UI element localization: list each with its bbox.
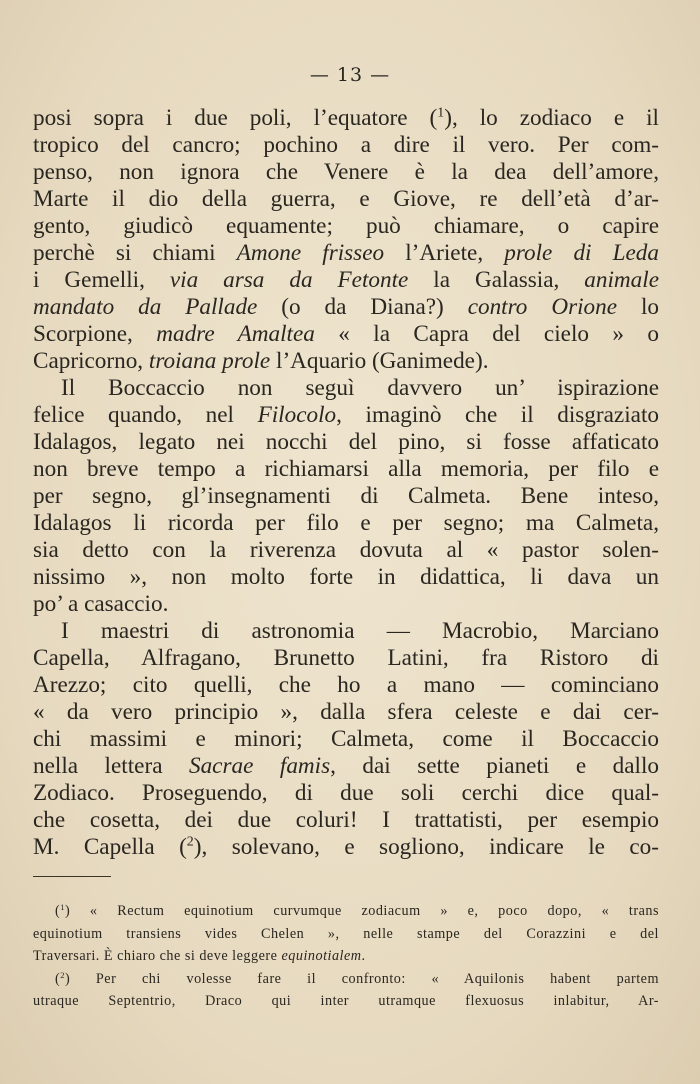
text-line: Zodiaco. Proseguendo, di due soli cerchi dice qual-: [33, 780, 659, 806]
footnote-line: equinotium transiens vides Chelen », nelle stampe del Corazzini e del: [33, 925, 659, 942]
text-line: felice quando, nel Filocolo, imaginò che il disgraziato: [33, 402, 659, 428]
text-line: I maestri di astronomia — Macrobio, Marciano: [61, 618, 659, 644]
footnote-line: utraque Septentrio, Draco qui inter utramque flexuosus inlabitur, Ar-: [33, 993, 659, 1009]
text-line: sia detto con la riverenza dovuta al « pastor solen-: [33, 537, 659, 563]
text-line: tropico del cancro; pochino a dire il vero. Per com-: [33, 132, 659, 158]
text-line: Capella, Alfragano, Brunetto Latini, fra Ristoro di: [33, 645, 659, 671]
text-line: chi massimi e minori; Calmeta, come il Boccaccio: [33, 726, 659, 752]
text-line: posi sopra i due poli, l’equatore ($^1$), lo zodiaco e il: [33, 105, 659, 131]
text-line: Capricorno, troiana prole l’Aquario (Ganimede).: [33, 348, 489, 374]
text-line: Il Boccaccio non seguì davvero un’ ispirazione: [61, 375, 659, 401]
text-line: Marte il dio della guerra, e Giove, re dell’età d’ar-: [33, 186, 659, 212]
text-line: i Gemelli, via arsa da Fetonte la Galassia, animale: [33, 267, 659, 293]
text-line: penso, non ignora che Venere è la dea dell’amore,: [33, 159, 659, 185]
text-line: Idalagos li ricorda per filo e per segno; ma Calmeta,: [33, 510, 659, 536]
text-line: Arezzo; cito quelli, che ho a mano — cominciano: [33, 672, 659, 698]
text-line: mandato da Pallade (o da Diana?) contro Orione lo: [33, 294, 659, 320]
text-line: Scorpione, madre Amaltea « la Capra del cielo » o: [33, 321, 659, 347]
footnote-line: Traversari. È chiaro che si deve leggere equinotialem.: [33, 948, 366, 964]
text-line: non breve tempo a richiamarsi alla memoria, per filo e: [33, 456, 659, 482]
text-line: po’ a casaccio.: [33, 591, 169, 617]
text-line: per segno, gl’insegnamenti di Calmeta. Bene inteso,: [33, 483, 659, 509]
text-line: « da vero principio », dalla sfera celeste e dai cer-: [33, 699, 659, 725]
footnote-line: ($^1$) « Rectum equinotium curvumque zodiacum » e, poco dopo, « trans: [55, 901, 659, 919]
footnote-line: ($^2$) Per chi volesse fare il confronto: « Aquilonis habent partem: [55, 969, 659, 987]
text-line: Idalagos, legato nei nocchi del pino, si fosse affaticato: [33, 429, 659, 455]
page-number: — 13 —: [309, 64, 391, 86]
text-line: M. Capella ($^2$), solevano, e sogliono, indicare le co-: [33, 834, 659, 860]
text-line: gento, giudicò equamente; può chiamare, o capire: [33, 213, 659, 239]
text-line: nella lettera Sacrae famis, dai sette pianeti e dallo: [33, 753, 659, 779]
footnote-separator: [33, 876, 111, 877]
text-line: perchè si chiami Amone frisseo l’Ariete, prole di Leda: [33, 240, 659, 266]
body-text: [33, 105, 659, 861]
text-line: nissimo », non molto forte in didattica, li dava un: [33, 564, 659, 590]
text-line: che cosetta, dei due coluri! I trattatisti, per esempio: [33, 807, 659, 833]
footnotes: [33, 900, 659, 1013]
